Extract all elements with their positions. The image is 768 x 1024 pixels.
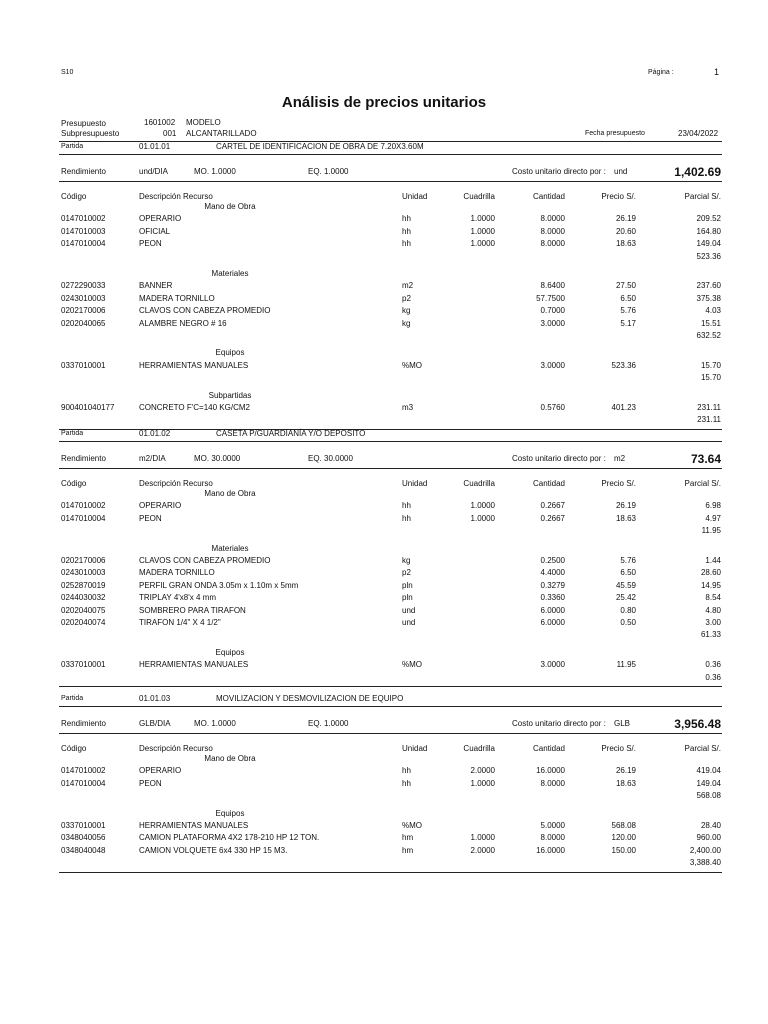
row-precio: 27.50 xyxy=(615,281,636,291)
row-cantidad: 6.0000 xyxy=(540,605,565,615)
rendimiento-unit: GLB/DIA xyxy=(139,719,171,728)
row-unidad: m3 xyxy=(402,403,414,412)
subpresupuesto-label: Subpresupuesto xyxy=(61,129,120,138)
row-unidad: kg xyxy=(402,556,411,565)
row-cantidad: 8.6400 xyxy=(540,281,565,291)
rendimiento-eq: EQ. 30.0000 xyxy=(308,454,353,463)
partida-name: MOVILIZACION Y DESMOVILIZACION DE EQUIPO xyxy=(216,694,404,703)
col-header-cuadrilla: Cuadrilla xyxy=(463,479,495,488)
partida-divider xyxy=(59,441,722,442)
system-label: S10 xyxy=(61,69,74,76)
row-codigo: 0243010003 xyxy=(61,293,106,303)
costo-unitario-unit: m2 xyxy=(614,454,626,463)
presupuesto-label: Presupuesto xyxy=(61,119,106,128)
page-label: Página : xyxy=(648,69,674,76)
group-label: Materiales xyxy=(211,269,249,278)
rendimiento-mo: MO. 1.0000 xyxy=(194,167,236,176)
row-descripcion: PERFIL GRAN ONDA 3.05m x 1.10m x 5mm xyxy=(139,580,299,590)
row-descripcion: CLAVOS CON CABEZA PROMEDIO xyxy=(139,556,271,565)
row-unidad: p2 xyxy=(402,568,411,578)
row-cantidad: 0.2667 xyxy=(540,513,565,523)
row-unidad: %MO xyxy=(402,360,422,370)
rendimiento-unit: m2/DIA xyxy=(139,454,166,463)
rendimiento-mo: MO. 1.0000 xyxy=(194,719,236,728)
row-unidad: und xyxy=(402,605,416,615)
rendimiento-divider xyxy=(59,468,722,469)
group-subtotal: 15.70 xyxy=(700,373,721,383)
row-codigo: 0202170006 xyxy=(61,556,106,565)
col-header-descripcion: Descripción Recurso xyxy=(139,192,213,201)
row-cantidad: 8.0000 xyxy=(540,833,565,843)
row-cantidad: 8.0000 xyxy=(540,778,565,788)
row-descripcion: CAMION VOLQUETE 6x4 330 HP 15 M3. xyxy=(139,845,288,855)
row-unidad: m2 xyxy=(402,281,414,291)
costo-unitario-label: Costo unitario directo por : xyxy=(512,454,606,463)
row-parcial: 6.98 xyxy=(705,501,721,511)
col-header-cantidad: Cantidad xyxy=(532,744,565,753)
row-cantidad: 3.0000 xyxy=(540,660,565,670)
col-header-codigo: Código xyxy=(61,479,87,488)
group-subtotal: 11.95 xyxy=(701,526,721,536)
page-title: Análisis de precios unitarios xyxy=(281,94,487,111)
col-header-unidad: Unidad xyxy=(402,479,428,488)
row-codigo: 0147010002 xyxy=(61,766,106,776)
partida-name: CASETA P/GUARDIANÍA Y/O DEPOSITO xyxy=(216,429,366,438)
row-descripcion: PEON xyxy=(139,239,162,249)
row-cuadrilla: 1.0000 xyxy=(470,513,495,523)
row-precio: 5.76 xyxy=(620,306,636,316)
row-cuadrilla: 1.0000 xyxy=(470,214,495,224)
row-unidad: und xyxy=(402,618,416,627)
row-precio: 18.63 xyxy=(615,513,636,523)
row-precio: 568.08 xyxy=(611,821,636,830)
row-unidad: %MO xyxy=(402,821,422,830)
row-codigo: 0147010002 xyxy=(61,501,106,511)
row-precio: 0.50 xyxy=(620,618,636,627)
row-cantidad: 3.0000 xyxy=(540,360,565,370)
row-precio: 401.23 xyxy=(611,403,636,412)
row-cantidad: 3.0000 xyxy=(540,318,565,328)
row-descripcion: ALAMBRE NEGRO # 16 xyxy=(139,318,227,328)
page-number: 1 xyxy=(714,67,720,77)
row-precio: 20.60 xyxy=(615,226,636,236)
row-precio: 26.19 xyxy=(615,214,636,224)
rendimiento-divider xyxy=(59,181,722,182)
row-descripcion: OPERARIO xyxy=(139,214,182,224)
row-unidad: hm xyxy=(402,845,414,855)
row-unidad: hm xyxy=(402,833,414,843)
rendimiento-label: Rendimiento xyxy=(61,167,106,176)
row-cuadrilla: 1.0000 xyxy=(470,239,495,249)
row-cantidad: 16.0000 xyxy=(536,845,565,855)
row-cantidad: 0.2667 xyxy=(540,501,565,511)
group-subtotal: 0.36 xyxy=(705,672,721,682)
row-cuadrilla: 1.0000 xyxy=(470,833,495,843)
row-parcial: 15.51 xyxy=(700,318,721,328)
row-cantidad: 0.3279 xyxy=(540,580,565,590)
col-header-cantidad: Cantidad xyxy=(532,479,565,488)
row-codigo: 0147010003 xyxy=(61,226,106,236)
row-parcial: 149.04 xyxy=(696,778,721,788)
col-header-codigo: Código xyxy=(61,744,87,753)
col-header-codigo: Código xyxy=(61,192,87,201)
row-parcial: 164.80 xyxy=(696,226,721,236)
group-subtotal: 61.33 xyxy=(700,630,721,640)
row-codigo: 0252870019 xyxy=(61,580,106,590)
col-header-precio: Precio S/. xyxy=(601,479,636,488)
col-header-parcial: Parcial S/. xyxy=(684,479,721,488)
group-subtotal: 568.08 xyxy=(696,791,721,801)
row-cantidad: 16.0000 xyxy=(536,766,565,776)
rendimiento-unit: und/DIA xyxy=(139,167,168,176)
row-cantidad: 6.0000 xyxy=(540,618,565,627)
row-codigo: 0348040056 xyxy=(61,833,106,843)
group-label: Subpartidas xyxy=(208,390,252,400)
row-parcial: 231.11 xyxy=(697,403,721,412)
row-codigo: 0202040075 xyxy=(61,605,106,615)
row-codigo: 900401040177 xyxy=(61,403,115,412)
row-precio: 25.42 xyxy=(615,593,636,603)
col-header-cantidad: Cantidad xyxy=(532,192,565,201)
col-header-unidad: Unidad xyxy=(402,744,428,753)
presupuesto-code: 1601002 xyxy=(144,118,176,127)
group-label: Materiales xyxy=(211,543,249,553)
group-label: Mano de Obra xyxy=(204,754,256,763)
row-precio: 18.63 xyxy=(615,239,636,249)
row-precio: 5.76 xyxy=(620,556,636,565)
presupuesto-name: MODELO xyxy=(186,118,221,127)
row-precio: 18.63 xyxy=(615,778,636,788)
partida-end-divider xyxy=(59,686,722,687)
row-cantidad: 0.7000 xyxy=(540,306,565,316)
row-codigo: 0147010004 xyxy=(61,513,106,523)
row-cantidad: 0.5760 xyxy=(540,403,565,412)
row-precio: 11.95 xyxy=(616,660,636,670)
row-parcial: 237.60 xyxy=(696,281,721,291)
row-codigo: 0244030032 xyxy=(61,593,106,603)
rendimiento-label: Rendimiento xyxy=(61,454,106,463)
row-cuadrilla: 1.0000 xyxy=(470,501,495,511)
row-cuadrilla: 1.0000 xyxy=(470,778,495,788)
costo-unitario-label: Costo unitario directo por : xyxy=(512,719,606,728)
group-subtotal: 231.11 xyxy=(697,415,721,425)
row-cantidad: 57.7500 xyxy=(536,293,565,303)
row-descripcion: SOMBRERO PARA TIRAFON xyxy=(139,605,246,615)
group-label: Equipos xyxy=(215,808,245,818)
row-descripcion: TIRAFON 1/4" X 4 1/2" xyxy=(139,618,221,627)
row-parcial: 209.52 xyxy=(696,214,721,224)
partida-label: Partida xyxy=(61,695,84,702)
row-descripcion: HERRAMIENTAS MANUALES xyxy=(139,660,249,670)
row-cuadrilla: 2.0000 xyxy=(470,845,495,855)
partida-label: Partida xyxy=(61,430,84,437)
partida-name: CARTEL DE IDENTIFICACION DE OBRA DE 7.20X3.60M xyxy=(216,142,424,151)
row-unidad: hh xyxy=(402,513,411,523)
row-unidad: hh xyxy=(402,766,411,776)
row-codigo: 0337010001 xyxy=(61,660,106,670)
row-cantidad: 8.0000 xyxy=(540,226,565,236)
group-subtotal: 3,388.40 xyxy=(689,858,721,868)
col-header-precio: Precio S/. xyxy=(601,744,636,753)
col-header-parcial: Parcial S/. xyxy=(684,744,721,753)
partida-label: Partida xyxy=(61,143,84,150)
row-codigo: 0202040074 xyxy=(61,618,106,627)
row-parcial: 4.80 xyxy=(705,605,721,615)
fecha-label: Fecha presupuesto xyxy=(585,130,645,137)
group-label: Mano de Obra xyxy=(204,202,256,211)
group-label: Equipos xyxy=(215,647,245,657)
row-descripcion: MADERA TORNILLO xyxy=(139,568,215,578)
rendimiento-eq: EQ. 1.0000 xyxy=(308,167,349,176)
row-parcial: 4.03 xyxy=(705,306,721,316)
row-unidad: hh xyxy=(402,226,411,236)
rendimiento-mo: MO. 30.0000 xyxy=(194,454,241,463)
row-cantidad: 4.4000 xyxy=(540,568,565,578)
row-parcial: 2,400.00 xyxy=(689,845,721,855)
row-cuadrilla: 2.0000 xyxy=(470,766,495,776)
row-unidad: hh xyxy=(402,214,411,224)
row-codigo: 0202040065 xyxy=(61,318,106,328)
group-label: Mano de Obra xyxy=(204,489,256,498)
row-cantidad: 8.0000 xyxy=(540,239,565,249)
row-descripcion: OPERARIO xyxy=(139,501,182,511)
col-header-cuadrilla: Cuadrilla xyxy=(463,192,495,201)
row-descripcion: OFICIAL xyxy=(139,226,171,236)
row-descripcion: MADERA TORNILLO xyxy=(139,293,215,303)
row-parcial: 419.04 xyxy=(696,766,721,776)
col-header-descripcion: Descripción Recurso xyxy=(139,479,213,488)
row-descripcion: TRIPLAY 4'x8'x 4 mm xyxy=(139,593,217,603)
row-descripcion: PEON xyxy=(139,513,162,523)
col-header-descripcion: Descripción Recurso xyxy=(139,744,213,753)
col-header-unidad: Unidad xyxy=(402,192,428,201)
row-precio: 6.50 xyxy=(620,293,636,303)
row-codigo: 0348040048 xyxy=(61,845,106,855)
row-codigo: 0272290033 xyxy=(61,281,106,291)
row-cantidad: 5.0000 xyxy=(540,821,565,830)
row-cantidad: 8.0000 xyxy=(540,214,565,224)
costo-unitario-unit: und xyxy=(614,167,628,176)
col-header-precio: Precio S/. xyxy=(601,192,636,201)
row-unidad: hh xyxy=(402,778,411,788)
row-precio: 120.00 xyxy=(611,833,636,843)
row-descripcion: BANNER xyxy=(139,281,173,291)
row-precio: 26.19 xyxy=(615,501,636,511)
partida-code: 01.01.03 xyxy=(139,694,171,703)
row-unidad: %MO xyxy=(402,660,422,670)
row-codigo: 0147010004 xyxy=(61,239,106,249)
col-header-cuadrilla: Cuadrilla xyxy=(463,744,495,753)
partida-code: 01.01.01 xyxy=(139,142,171,151)
costo-unitario-value: 73.64 xyxy=(690,452,721,466)
row-unidad: kg xyxy=(402,318,411,328)
col-header-parcial: Parcial S/. xyxy=(684,192,721,201)
costo-unitario-unit: GLB xyxy=(614,719,631,728)
row-parcial: 14.95 xyxy=(700,580,721,590)
row-codigo: 0147010004 xyxy=(61,778,106,788)
costo-unitario-value: 3,956.48 xyxy=(674,717,721,731)
fecha-value: 23/04/2022 xyxy=(678,129,719,138)
row-precio: 45.59 xyxy=(615,580,636,590)
row-codigo: 0243010003 xyxy=(61,568,106,578)
row-unidad: pln xyxy=(402,580,413,590)
row-cuadrilla: 1.0000 xyxy=(470,226,495,236)
row-parcial: 8.54 xyxy=(705,593,721,603)
row-parcial: 28.60 xyxy=(700,568,721,578)
rendimiento-divider xyxy=(59,733,722,734)
row-parcial: 960.00 xyxy=(696,833,721,843)
partida-end-divider xyxy=(59,872,722,873)
partida-code: 01.01.02 xyxy=(139,429,171,438)
row-parcial: 375.38 xyxy=(696,293,721,303)
row-descripcion: PEON xyxy=(139,778,162,788)
subpresupuesto-code: 001 xyxy=(163,129,177,138)
costo-unitario-value: 1,402.69 xyxy=(674,165,721,179)
row-unidad: hh xyxy=(402,239,411,249)
row-codigo: 0337010001 xyxy=(61,821,106,830)
row-descripcion: OPERARIO xyxy=(139,766,182,776)
group-subtotal: 632.52 xyxy=(696,331,721,340)
row-parcial: 28.40 xyxy=(700,821,721,830)
row-descripcion: HERRAMIENTAS MANUALES xyxy=(139,821,249,830)
row-cantidad: 0.3360 xyxy=(540,593,565,603)
costo-unitario-label: Costo unitario directo por : xyxy=(512,167,606,176)
row-descripcion: CONCRETO F'C=140 KG/CM2 xyxy=(139,403,250,412)
group-label: Equipos xyxy=(215,348,245,358)
row-codigo: 0147010002 xyxy=(61,214,106,224)
rendimiento-label: Rendimiento xyxy=(61,719,106,728)
row-unidad: pln xyxy=(402,593,413,603)
row-descripcion: CAMION PLATAFORMA 4X2 178-210 HP 12 TON. xyxy=(139,833,320,843)
row-parcial: 0.36 xyxy=(705,660,721,670)
row-codigo: 0202170006 xyxy=(61,306,106,316)
row-parcial: 1.44 xyxy=(705,556,721,565)
row-parcial: 149.04 xyxy=(696,239,721,249)
row-unidad: kg xyxy=(402,306,411,316)
row-parcial: 3.00 xyxy=(705,618,721,627)
partida-divider xyxy=(59,706,722,707)
row-precio: 6.50 xyxy=(620,568,636,578)
group-subtotal: 523.36 xyxy=(696,251,721,261)
subpresupuesto-name: ALCANTARILLADO xyxy=(186,129,257,138)
partida-divider xyxy=(59,154,722,155)
row-precio: 523.36 xyxy=(611,360,636,370)
row-parcial: 4.97 xyxy=(705,513,721,523)
row-precio: 0.80 xyxy=(620,605,636,615)
row-descripcion: CLAVOS CON CABEZA PROMEDIO xyxy=(139,306,271,316)
row-precio: 26.19 xyxy=(615,766,636,776)
row-parcial: 15.70 xyxy=(700,360,721,370)
row-cantidad: 0.2500 xyxy=(540,556,565,565)
row-unidad: p2 xyxy=(402,293,411,303)
row-precio: 5.17 xyxy=(620,318,636,328)
row-unidad: hh xyxy=(402,501,411,511)
row-codigo: 0337010001 xyxy=(61,360,106,370)
rendimiento-eq: EQ. 1.0000 xyxy=(308,719,349,728)
row-precio: 150.00 xyxy=(611,845,636,855)
row-descripcion: HERRAMIENTAS MANUALES xyxy=(139,360,249,370)
